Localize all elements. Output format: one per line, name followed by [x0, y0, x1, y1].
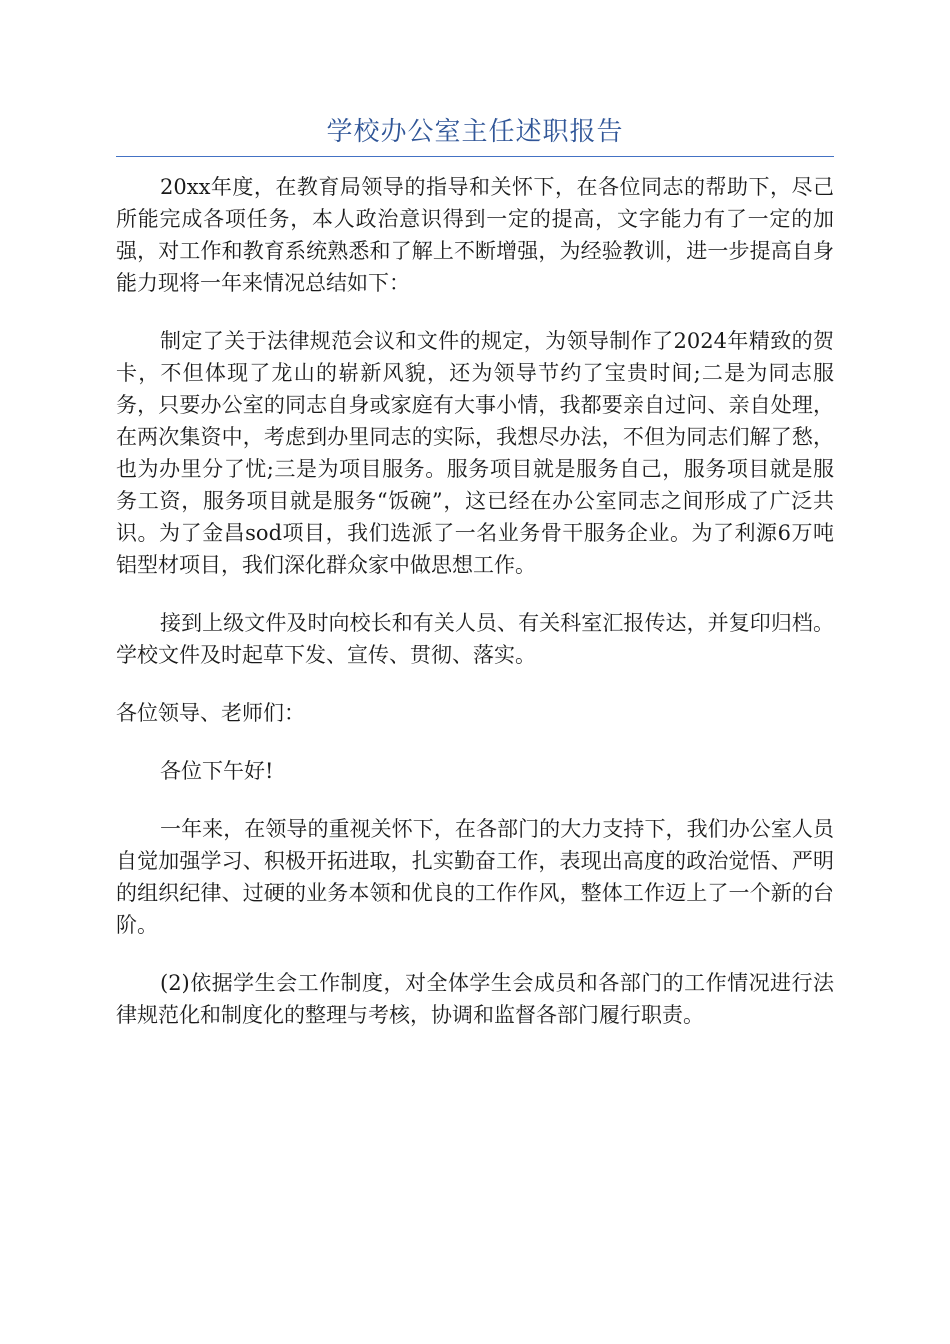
paragraph-documents: 接到上级文件及时向校长和有关人员、有关科室汇报传达，并复印归档。学校文件及时起草下发、宣传、贯彻、落实。 [116, 611, 834, 667]
paragraph-intro: 20xx年度，在教育局领导的指导和关怀下，在各位同志的帮助下，尽己所能完成各项任务，本人政治意识得到一定的提高，文字能力有了一定的加强，对工作和教育系统熟悉和了解上不断增强，为经验教训，进一步提高自身能力现将一年来情况总结如下： [116, 175, 834, 295]
document-page [116, 112, 834, 1057]
paragraph-summary: 一年来，在领导的重视关怀下，在各部门的大力支持下，我们办公室人员自觉加强学习、积极开拓进取，扎实勤奋工作，表现出高度的政治觉悟、严明的组织纪律、过硬的业务本领和优良的工作作风，整体工作迈上了一个新的台阶。 [116, 817, 834, 937]
title-underline [116, 156, 834, 157]
paragraph-services: 制定了关于法律规范会议和文件的规定，为领导制作了2024年精致的贺卡，不但体现了龙山的崭新风貌，还为领导节约了宝贵时间;二是为同志服务，只要办公室的同志自身或家庭有大事小情，我都要亲自过问、亲自处理，在两次集资中，考虑到办里同志的实际，我想尽办法，不但为同志们解了愁，也为办里分了忧;三是为项目服务。服务项目就是服务自己，服务项目就是服务工资，服务项目就是服务“饭碗”，这已经在办公室同志之间形成了广泛共识。为了金昌sod项目，我们选派了一名业务骨干服务企业。为了利源6万吨铝型材项目，我们深化群众家中做思想工作。 [116, 329, 834, 577]
paragraph-greeting: 各位下午好! [160, 759, 274, 783]
paragraph-salutation: 各位领导、老师们： [116, 701, 305, 725]
paragraph-student-union: (2)依据学生会工作制度，对全体学生会成员和各部门的工作情况进行法律规范化和制度化的整理与考核，协调和监督各部门履行职责。 [116, 971, 834, 1027]
document-title: 学校办公室主任述职报告 [326, 117, 624, 147]
